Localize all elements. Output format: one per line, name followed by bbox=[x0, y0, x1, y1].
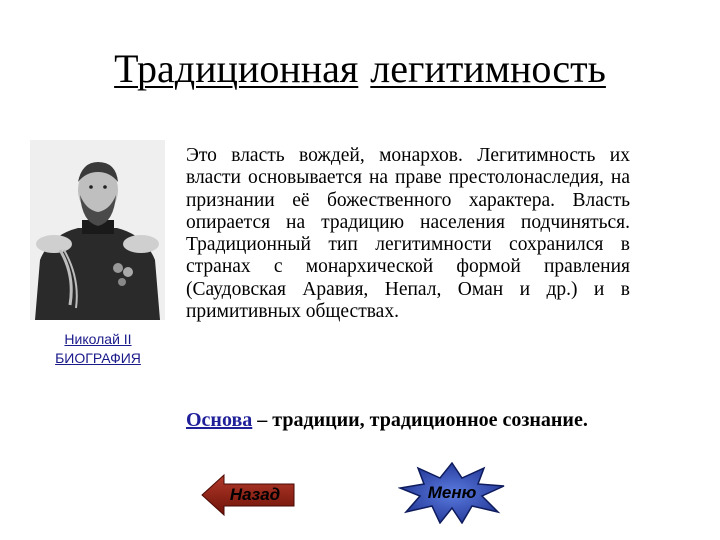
title-word-legitimacy: легитимность bbox=[370, 46, 606, 91]
portrait-image bbox=[30, 140, 165, 320]
basis-text: – традиции, традиционное сознание. bbox=[252, 409, 588, 431]
menu-button-label: Меню bbox=[427, 483, 477, 502]
back-button[interactable] bbox=[200, 472, 296, 518]
portrait-caption bbox=[28, 330, 168, 368]
back-button-label: Назад bbox=[229, 485, 281, 504]
biography-link[interactable]: БИОГРАФИЯ bbox=[55, 350, 141, 366]
menu-button[interactable] bbox=[398, 462, 506, 524]
basis-statement bbox=[186, 408, 630, 432]
biography-link-name[interactable]: Николай II bbox=[64, 331, 132, 347]
slide-title bbox=[0, 44, 720, 94]
definition-paragraph: Это власть вождей, монархов. Легитимность их власти основывается на праве престолонаследия, на признании её божественного характера. Власть опирается на традицию населения подчиняться. Традиционный тип легитимности сохранился в странах с монархической формой правления (Саудовская Аравия, Непал, Оман и др.) и в примитивных обществах. bbox=[186, 145, 630, 323]
basis-link[interactable]: Основа bbox=[186, 409, 253, 431]
title-word-traditional: Традиционная bbox=[114, 46, 359, 91]
portrait-photo bbox=[30, 140, 165, 320]
